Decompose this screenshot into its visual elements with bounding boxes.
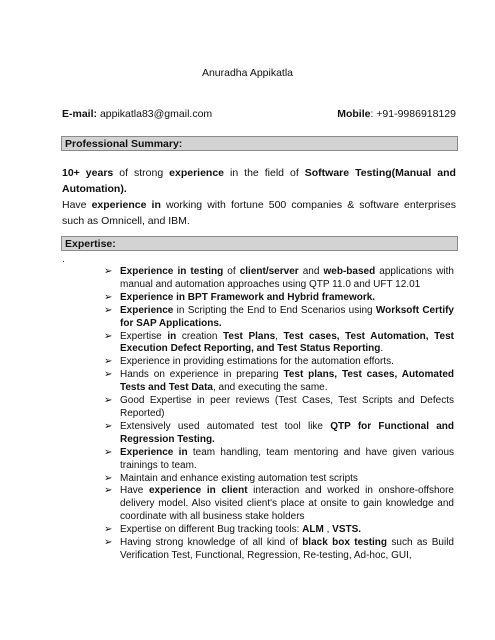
text-run: Experience in BPT Framework and Hybrid framework. [120, 291, 376, 303]
list-item [104, 421, 454, 447]
list-item [104, 485, 454, 524]
arrow-bullet-icon: ➢ [104, 356, 113, 368]
text-run: of strong [113, 167, 170, 179]
text-run: Hands on experience in preparing [120, 369, 284, 381]
email-value: appikatla83@gmail.com [99, 108, 213, 120]
text-run: Test Plans [223, 330, 276, 342]
text-run: black box testing [302, 537, 388, 549]
text-run: Good Expertise in peer reviews (Test Cases, Test Scripts and Defects Reported) [120, 395, 454, 419]
list-item [104, 292, 454, 305]
text-run: Experience in providing estimations for the automation efforts. [120, 356, 394, 368]
stray-dot: . [62, 254, 65, 265]
text-run: 10+ years [62, 167, 114, 179]
text-run: such as Build Verification Test, Functional, Regression, Re-testing, Ad-hoc, GUI, [120, 537, 454, 561]
list-item [104, 473, 454, 486]
arrow-bullet-icon: ➢ [104, 395, 113, 407]
text-run: and [298, 266, 324, 277]
text-run: experience [169, 167, 225, 179]
arrow-bullet-icon: ➢ [104, 266, 113, 277]
list-item [104, 266, 454, 292]
text-run: in [167, 330, 177, 342]
arrow-bullet-icon: ➢ [104, 291, 113, 303]
text-run: Test plans, Test cases, Automated Tests and Test Data [120, 369, 454, 394]
list-item [104, 447, 454, 473]
text-run: Having strong knowledge of all kind of [120, 537, 303, 549]
text-run: , and executing the same. [213, 382, 328, 394]
list-item [104, 331, 454, 357]
text-run: working with fortune 500 companies & software enterprises such as Omnicell, and IBM. [62, 199, 456, 227]
text-run: ALM [302, 524, 324, 536]
text-run: , [323, 524, 333, 536]
text-run: creation [176, 330, 224, 342]
text-run: . [380, 343, 384, 355]
text-run: in Scripting the End to End Scenarios using [173, 304, 376, 316]
text-run: web-based [323, 266, 376, 277]
arrow-bullet-icon: ➢ [104, 420, 113, 432]
list-item [104, 356, 454, 369]
arrow-bullet-icon: ➢ [104, 304, 113, 316]
arrow-bullet-icon: ➢ [104, 472, 113, 484]
text-run: Experience in testing [120, 266, 224, 277]
text-run: client/server [239, 266, 299, 277]
arrow-bullet-icon: ➢ [104, 485, 113, 497]
summary-heading: Professional Summary: [61, 136, 458, 151]
text-run: Software Testing(Manual and Automation). [62, 167, 456, 195]
mobile-block [337, 108, 456, 120]
list-item [104, 524, 454, 537]
text-run: in the field of [224, 167, 305, 179]
text-run: Maintain and enhance existing automation test scripts [120, 472, 358, 484]
text-run: Extensively used automated test tool like [120, 420, 331, 432]
list-item [104, 537, 454, 563]
mobile-label: Mobile [337, 108, 371, 120]
arrow-bullet-icon: ➢ [104, 330, 113, 342]
text-run: Have [120, 485, 149, 497]
text-run: Expertise on different Bug tracking tools: [120, 524, 303, 536]
arrow-bullet-icon: ➢ [104, 446, 113, 458]
summary-paragraph [62, 197, 456, 229]
summary-paragraph [62, 165, 456, 197]
email-label: E-mail: [62, 108, 98, 120]
text-run: applications with manual and automation approaches using QTP 11.0 and UFT 12.01 [120, 266, 454, 290]
expertise-list [104, 266, 454, 563]
text-run: Experience [120, 304, 174, 316]
text-run: experience in client [148, 485, 248, 497]
text-run: VSTS. [332, 524, 362, 536]
text-run: , [275, 330, 284, 342]
list-item [104, 305, 454, 331]
candidate-name: Anuradha Appikatla [201, 67, 294, 79]
contact-line [62, 108, 456, 120]
summary-text [62, 165, 456, 229]
text-run: QTP for Functional and Regression Testing. [120, 420, 455, 445]
list-item [104, 369, 454, 395]
text-run: team handling, team mentoring and have given various trainings to team. [120, 446, 455, 471]
text-run: Worksoft Certify for SAP Applications. [120, 304, 454, 329]
text-run: Expertise [120, 330, 168, 342]
text-run: experience in [91, 199, 161, 211]
text-run: interaction and worked in onshore-offshore delivery model. Also visited client's place at onsite to gain knowledge and coordinate with all business stake holders [120, 485, 454, 523]
text-run: Experience in [120, 446, 188, 458]
expertise-heading: Expertise: [61, 236, 458, 251]
email-block [62, 108, 212, 120]
list-item [104, 395, 454, 421]
text-run: of [223, 266, 240, 277]
text-run: Test cases, Test Automation, Test Execution Defect Reporting, and Test Status Reporting [120, 330, 455, 355]
arrow-bullet-icon: ➢ [104, 524, 113, 536]
mobile-value: : +91-9986918129 [370, 108, 456, 120]
arrow-bullet-icon: ➢ [104, 537, 113, 549]
text-run: Have [62, 199, 92, 211]
arrow-bullet-icon: ➢ [104, 369, 113, 381]
